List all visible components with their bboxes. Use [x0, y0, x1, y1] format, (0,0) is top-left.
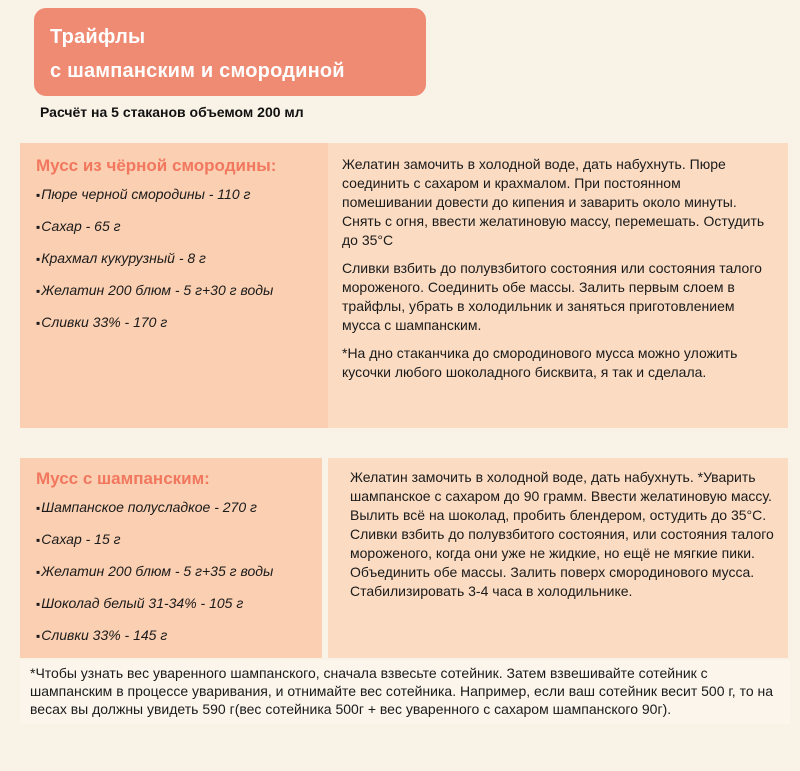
- champagne-ingredient-list: [36, 498, 322, 646]
- title-banner: [34, 8, 426, 96]
- currant-instructions-panel: [328, 143, 788, 428]
- instruction-paragraph: Сливки взбить до полувзбитого состояния или состояния талого мороженого. Соединить обе массы. Залить первым слоем в трайфлы, убрать в холодильник и заняться приготовлением мусса с шампанским.: [342, 260, 762, 333]
- bullet-icon: ▪: [36, 533, 41, 547]
- ingredient-item: [36, 249, 328, 269]
- bullet-icon: ▪: [36, 188, 41, 202]
- ingredient-text: Сахар - 65 г: [41, 218, 121, 234]
- ingredient-text: Шампанское полусладкое - 270 г: [41, 499, 257, 515]
- currant-mousse-heading: Мусс из чёрной смородины:: [36, 156, 277, 175]
- instruction-paragraph: Желатин замочить в холодной воде, дать набухнуть. *Уварить шампанское с сахаром до 90 грамм. Ввести желатиновую массу. Вылить всё на шоколад, пробить блендером, остудить до 35°С. Сливки взбить до полувзбитого состояния, или состояния талого мороженого, когда они уже не жидкие, но ещё не мягкие пики. Объединить обе массы. Залить поверх смородинового мусса. Стабилизировать 3-4 часа в холодильнике.: [350, 469, 774, 599]
- instruction-paragraph: *На дно стаканчика до смородинового мусса можно уложить кусочки любого шоколадного бисквита, я так и сделала.: [342, 345, 738, 380]
- ingredient-text: Пюре черной смородины - 110 г: [41, 186, 251, 202]
- title-line-1: Трайфлы: [50, 26, 146, 48]
- ingredient-text: Сливки 33% - 170 г: [41, 314, 168, 330]
- ingredient-text: Сливки 33% - 145 г: [41, 627, 168, 643]
- ingredient-text: Желатин 200 блюм - 5 г+35 г воды: [41, 563, 274, 579]
- instruction-paragraph: Желатин замочить в холодной воде, дать набухнуть. Пюре соединить с сахаром и крахмалом. При постоянном помешивании довести до кипения и заварить около минуты. Снять с огня, ввести желатиновую массу, перемешать. Остудить до 35°С: [342, 156, 765, 248]
- bullet-icon: ▪: [36, 220, 41, 234]
- ingredient-text: Сахар - 15 г: [41, 531, 121, 547]
- currant-ingredient-list: [36, 185, 328, 333]
- currant-ingredients-panel: [20, 143, 328, 428]
- bullet-icon: ▪: [36, 284, 41, 298]
- bullet-icon: ▪: [36, 629, 41, 643]
- bullet-icon: ▪: [36, 252, 41, 266]
- ingredient-item: [36, 594, 322, 614]
- ingredient-item: [36, 530, 322, 550]
- ingredient-item: [36, 185, 328, 205]
- servings-subtitle: Расчёт на 5 стаканов объемом 200 мл: [40, 104, 304, 120]
- bullet-icon: ▪: [36, 597, 41, 611]
- ingredient-item: [36, 626, 322, 646]
- weighing-footnote: *Чтобы узнать вес уваренного шампанского, сначала взвесьте сотейник. Затем взвешивайте сотейник с шампанским в процессе уваривания, и отнимайте вес сотейника. Например, если ваш сотейник весит 500 г, то на весах вы должны увидеть 590 г(вес сотейника 500г + вес уваренного с сахаром шампанского 90г).: [20, 660, 790, 724]
- title-line-2: с шампанским и смородиной: [50, 60, 345, 82]
- bullet-icon: ▪: [36, 501, 41, 515]
- ingredient-item: [36, 313, 328, 333]
- ingredient-text: Шоколад белый 31-34% - 105 г: [41, 595, 244, 611]
- ingredient-item: [36, 217, 328, 237]
- champagne-mousse-heading: Мусс с шампанским:: [36, 469, 210, 488]
- ingredient-item: [36, 562, 322, 582]
- bullet-icon: ▪: [36, 565, 41, 579]
- ingredient-text: Желатин 200 блюм - 5 г+30 г воды: [41, 282, 274, 298]
- champagne-instructions-panel: [328, 458, 788, 658]
- ingredient-item: [36, 498, 322, 518]
- ingredient-item: [36, 281, 328, 301]
- bullet-icon: ▪: [36, 316, 41, 330]
- ingredient-text: Крахмал кукурузный - 8 г: [41, 250, 206, 266]
- champagne-ingredients-panel: [20, 458, 322, 658]
